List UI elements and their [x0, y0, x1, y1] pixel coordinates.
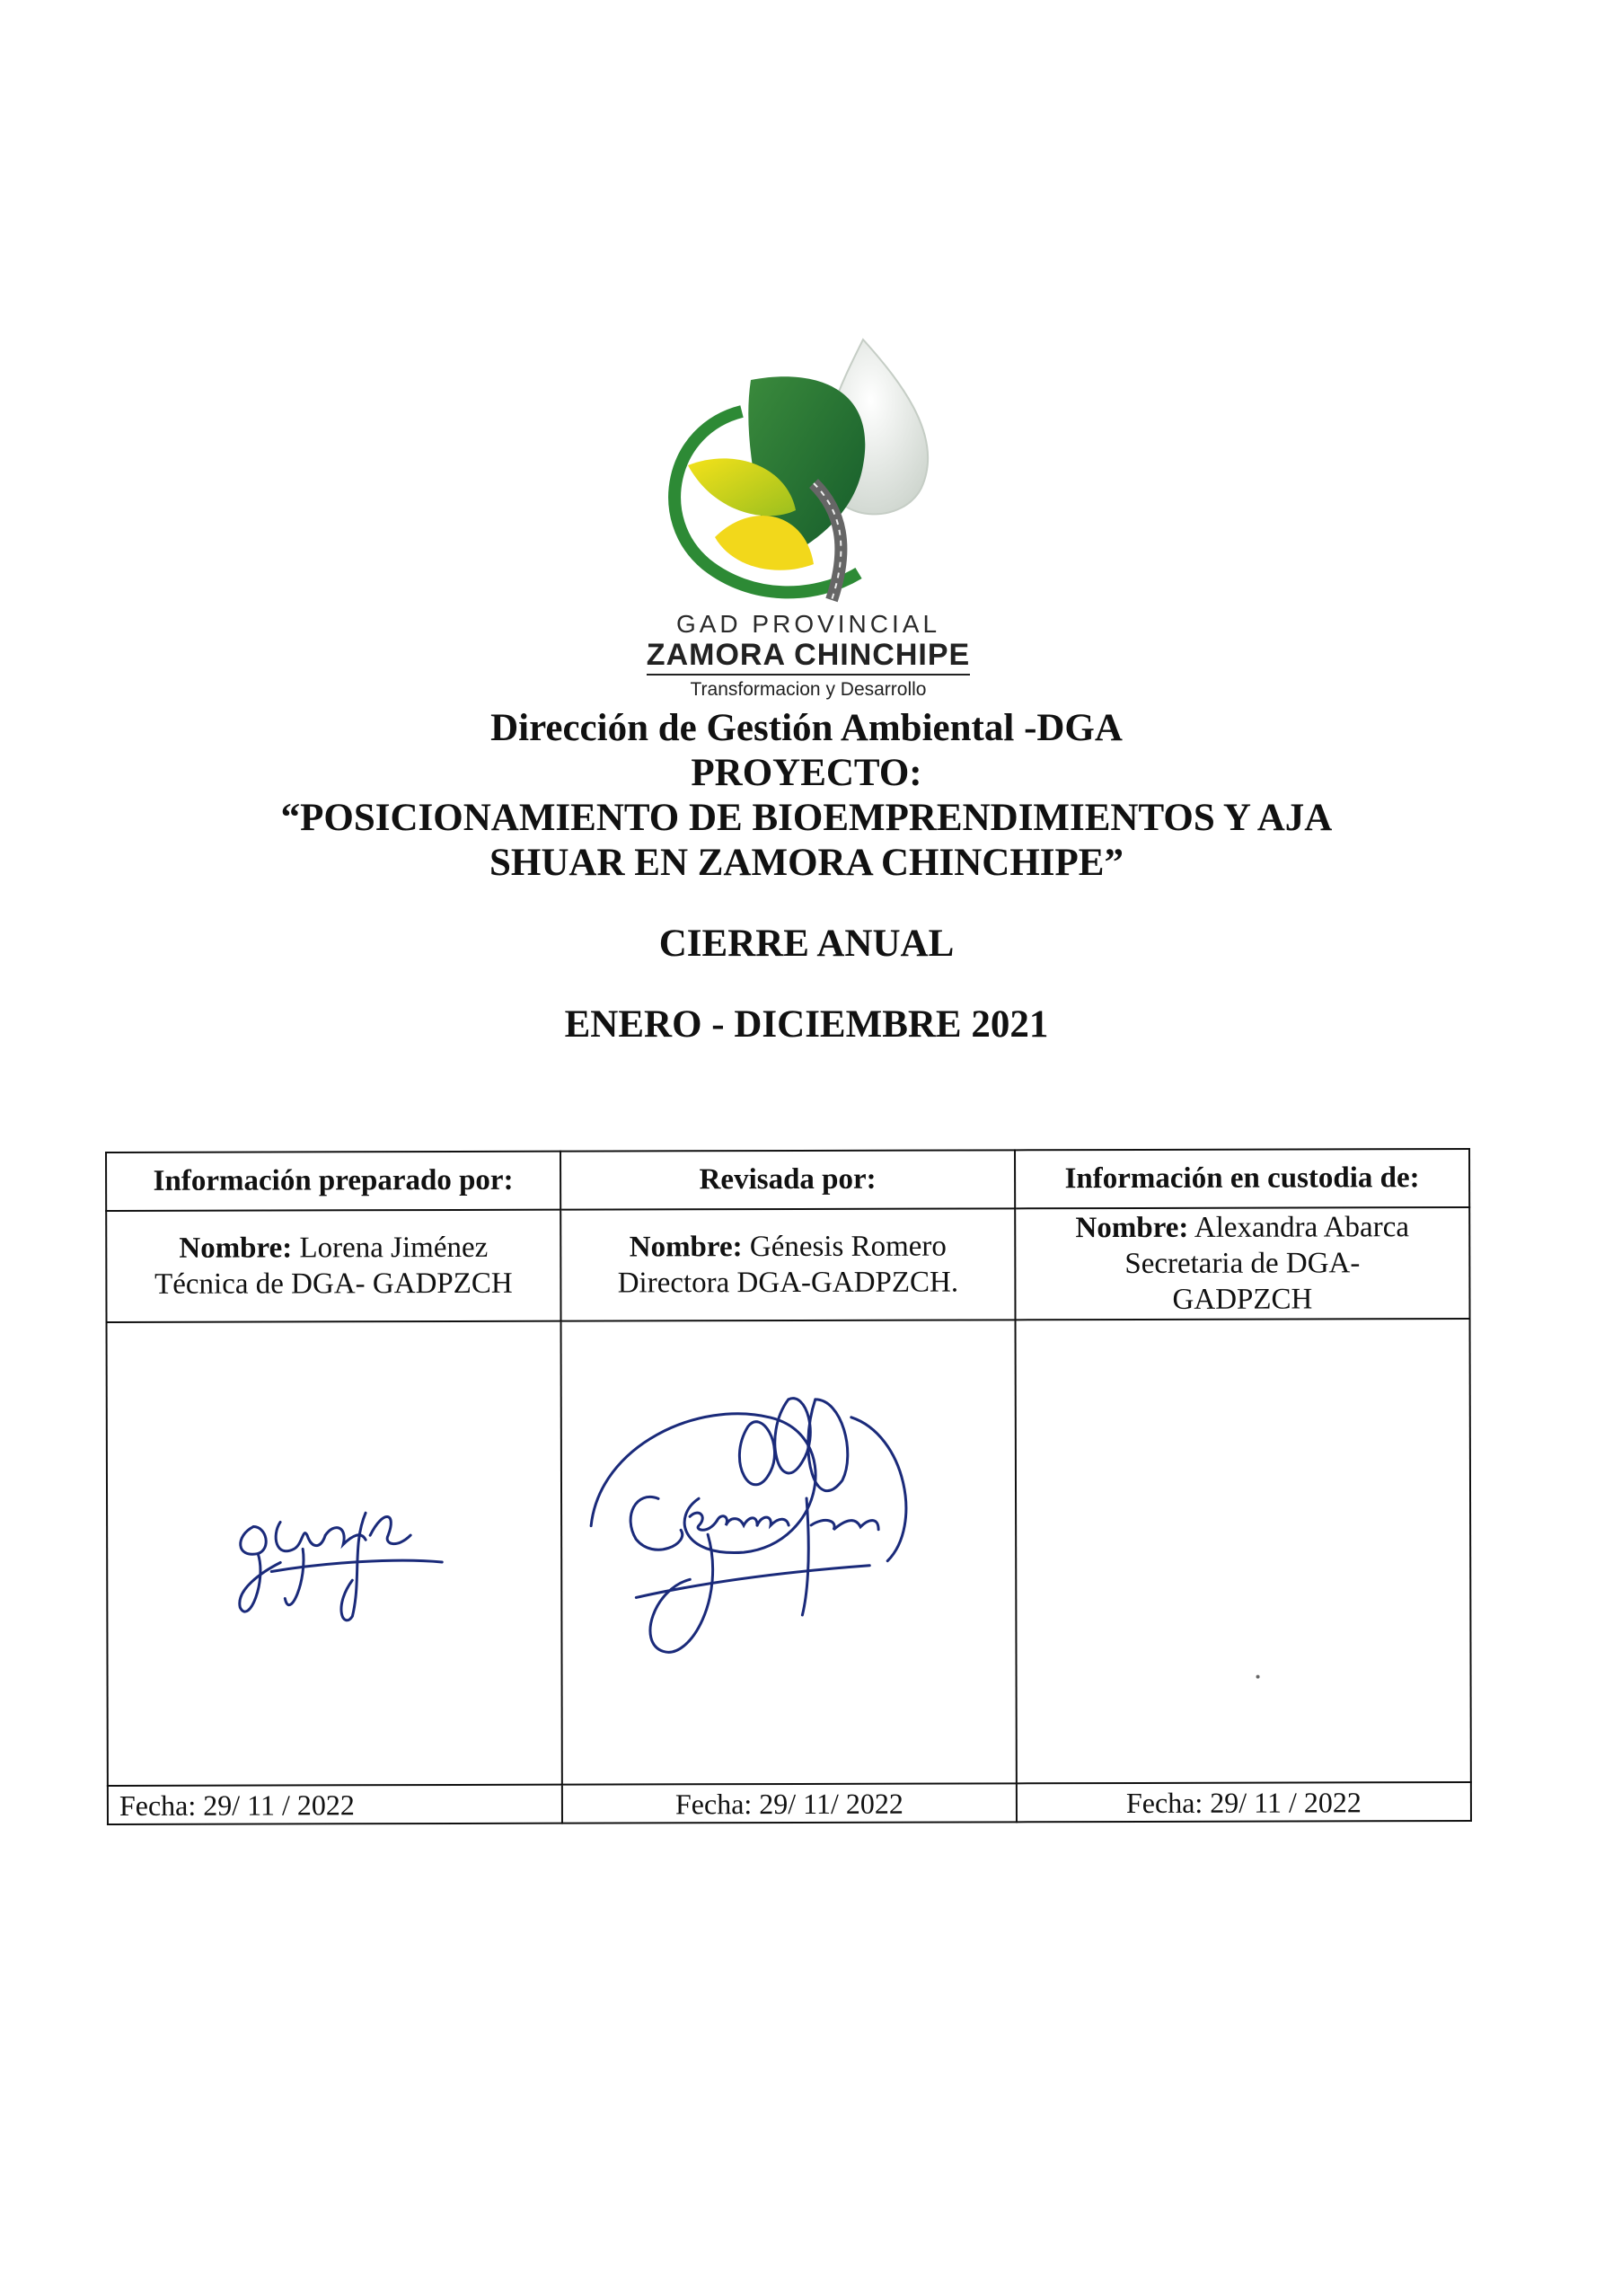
prepared-by-cell — [106, 1210, 560, 1322]
organization-divider — [647, 674, 970, 676]
name-label: Nombre: — [179, 1232, 293, 1265]
signature-header-row — [106, 1149, 1469, 1211]
prepared-by-role: Técnica de DGA- GADPZCH — [154, 1267, 513, 1301]
ink-dot — [1256, 1675, 1260, 1679]
prepared-by-signature-cell — [107, 1321, 562, 1787]
name-label: Nombre: — [629, 1231, 743, 1264]
reviewed-by-role: Directora DGA-GADPZCH. — [617, 1266, 959, 1300]
name-label: Nombre: — [1075, 1211, 1189, 1245]
document-title-block — [90, 706, 1523, 1047]
header-reviewed-by: Revisada por: — [560, 1150, 1015, 1209]
signature-area-row — [107, 1319, 1471, 1786]
signature-names-row — [106, 1207, 1469, 1322]
header-prepared-by: Información preparado por: — [106, 1152, 560, 1211]
report-period: ENERO - DICIEMBRE 2021 — [564, 1003, 1049, 1046]
custody-date: Fecha: 29/ 11 / 2022 — [1017, 1782, 1471, 1822]
gad-zamora-chinchipe-logo-icon — [634, 331, 984, 618]
organization-line-2: ZAMORA CHINCHIPE — [646, 638, 971, 672]
project-name-line-1: “POSICIONAMIENTO DE BIOEMPRENDIMIENTOS Y AJA — [280, 797, 1333, 839]
signature-date-row — [108, 1782, 1471, 1824]
custody-name: Alexandra Abarca — [1194, 1211, 1410, 1244]
project-label: PROYECTO: — [691, 752, 922, 794]
report-type: CIERRE ANUAL — [658, 923, 955, 965]
project-name-line-2: SHUAR EN ZAMORA CHINCHIPE” — [489, 842, 1124, 884]
handwritten-signature-lorena-icon — [217, 1472, 451, 1635]
organization-name-block — [620, 611, 997, 701]
reviewed-by-cell — [560, 1208, 1015, 1320]
custody-signature-cell — [1016, 1319, 1471, 1784]
reviewed-by-signature-cell — [561, 1320, 1017, 1785]
custody-role: Secretaria de DGA- — [1124, 1247, 1361, 1281]
reviewed-by-date: Fecha: 29/ 11/ 2022 — [562, 1784, 1017, 1824]
direction-title: Dirección de Gestión Ambiental -DGA — [490, 707, 1123, 749]
custody-cell — [1015, 1207, 1469, 1320]
organization-line-1: GAD PROVINCIAL — [675, 610, 941, 638]
custody-role-line-2: GADPZCH — [1172, 1283, 1313, 1316]
header-custody-of: Información en custodia de: — [1015, 1149, 1469, 1208]
reviewed-by-name: Génesis Romero — [749, 1230, 947, 1264]
signature-table — [105, 1148, 1472, 1825]
prepared-by-date: Fecha: 29/ 11 / 2022 — [108, 1785, 562, 1824]
organization-slogan: Transformacion y Desarrollo — [690, 679, 927, 700]
prepared-by-name: Lorena Jiménez — [299, 1231, 489, 1265]
handwritten-signature-genesis-icon — [582, 1364, 996, 1742]
